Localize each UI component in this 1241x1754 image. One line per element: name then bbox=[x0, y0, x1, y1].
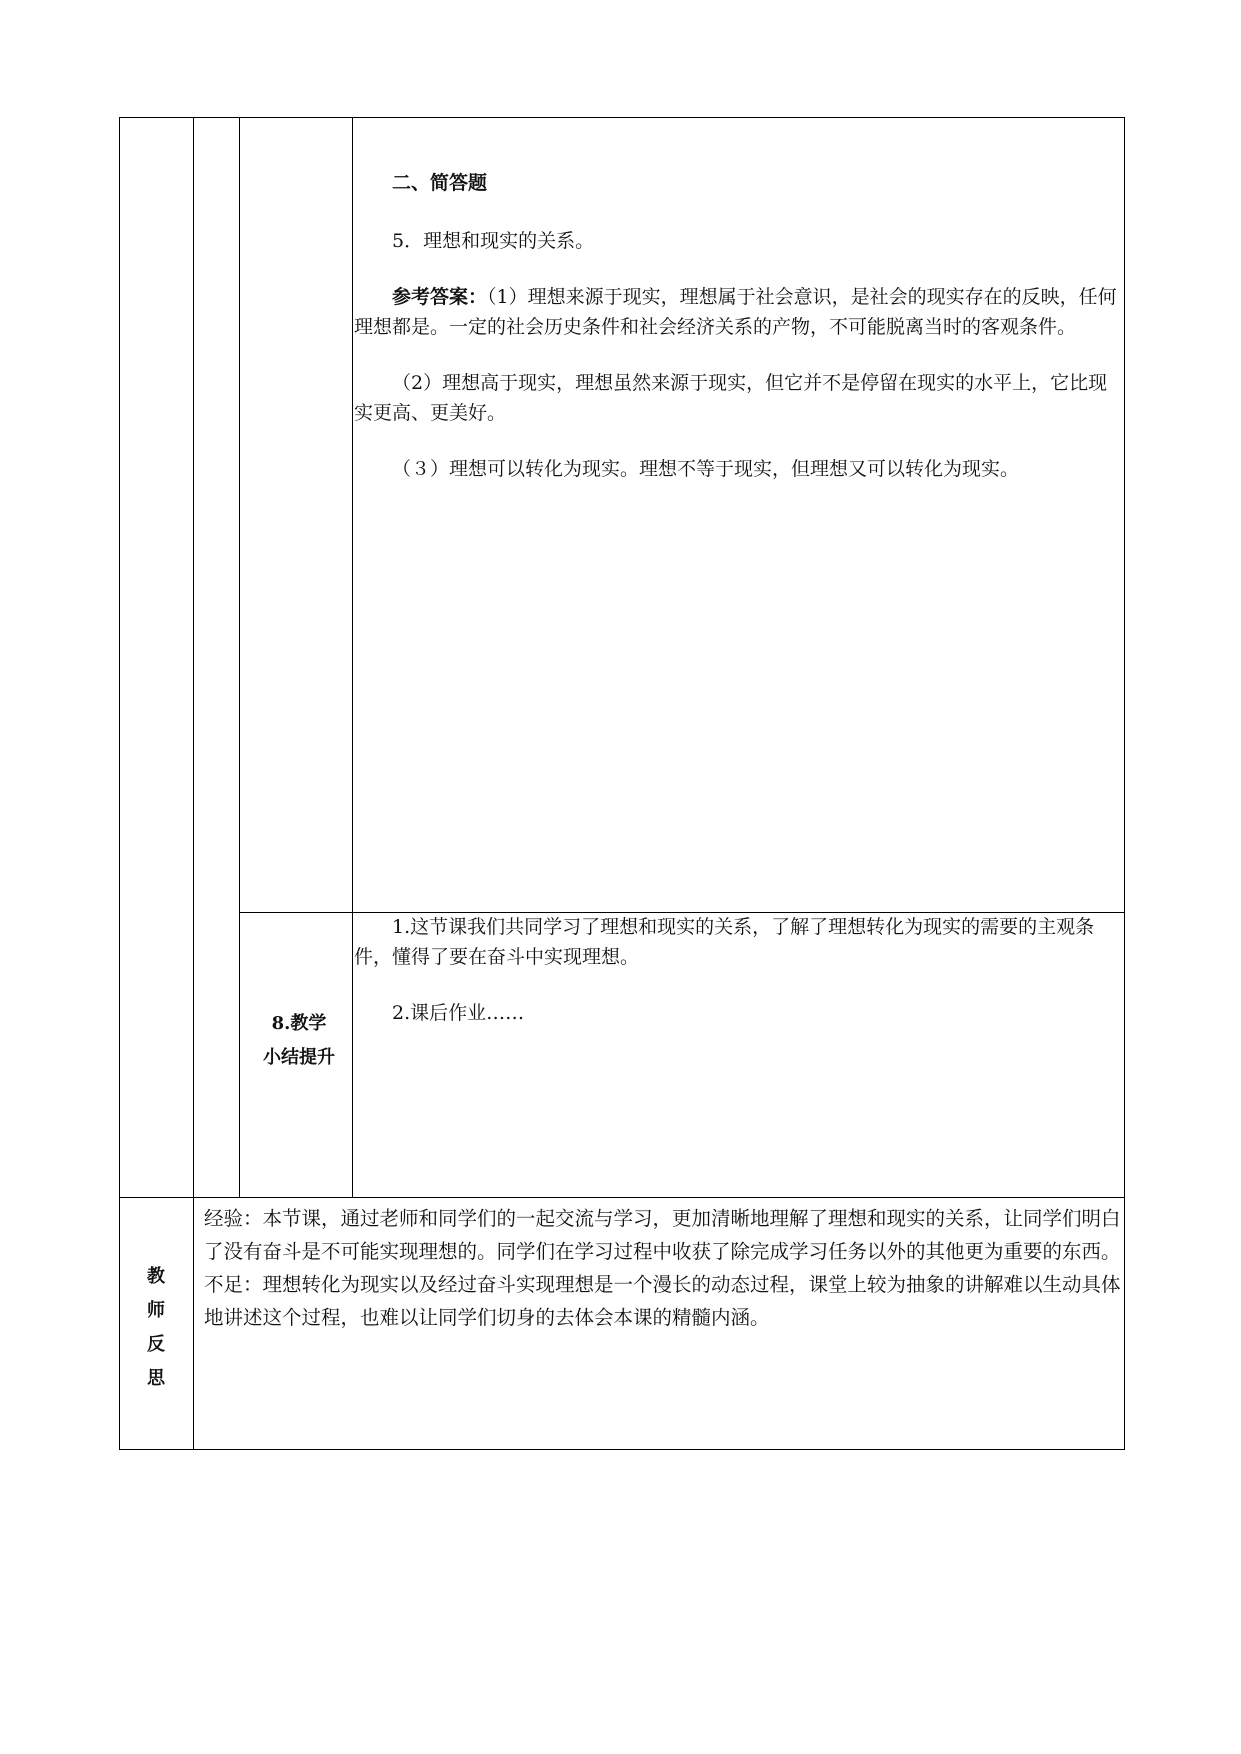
summary-item-2: 2.课后作业…… bbox=[392, 1002, 525, 1024]
table-top-border bbox=[119, 117, 1125, 118]
reflection-content bbox=[204, 1202, 1124, 1334]
summary-label bbox=[244, 1007, 354, 1075]
reflection-experience: 经验：本节课，通过老师和同学们的一起交流与学习，更加清晰地理解了理想和现实的关系，让同学们明白了没有奋斗是不可能实现理想的。同学们在学习过程中收获了除完成学习任务以外的其他更为重要的东西。 bbox=[204, 1207, 1121, 1263]
summary-item-1: 1.这节课我们共同学习了理想和现实的关系，了解了理想转化为现实的需要的主观条件，懂得了要在奋斗中实现理想。 bbox=[354, 916, 1095, 968]
column-divider-1 bbox=[193, 117, 194, 1450]
column-divider-2 bbox=[239, 117, 240, 1197]
answer-label: 参考答案： bbox=[392, 286, 488, 308]
reflection-label-char: 师 bbox=[147, 1300, 165, 1321]
table-bottom-border bbox=[119, 1449, 1125, 1450]
summary-label-line-1: 8.教学 bbox=[271, 1013, 327, 1034]
reflection-label-char: 思 bbox=[147, 1368, 165, 1389]
table-right-border bbox=[1124, 117, 1125, 1450]
question-text: 5．理想和现实的关系。 bbox=[392, 230, 595, 252]
short-answer-section bbox=[354, 168, 1122, 484]
reflection-label bbox=[120, 1260, 192, 1396]
answer-part-1: （1）理想来源于现实，理想属于社会意识，是社会的现实存在的反映，任何理想都是。一定的社会历史条件和社会经济关系的产物，不可能脱离当时的客观条件。 bbox=[354, 286, 1117, 338]
summary-label-line-2: 小结提升 bbox=[263, 1047, 335, 1068]
reflection-shortcoming: 不足：理想转化为现实以及经过奋斗实现理想是一个漫长的动态过程，课堂上较为抽象的讲解难以生动具体地讲述这个过程，也难以让同学们切身的去体会本课的精髓内涵。 bbox=[204, 1273, 1121, 1329]
answer-part-2: （2）理想高于现实，理想虽然来源于现实，但它并不是停留在现实的水平上，它比现实更高、更美好。 bbox=[354, 372, 1108, 424]
summary-content bbox=[354, 912, 1122, 1028]
answer-part-3: （３）理想可以转化为现实。理想不等于现实，但理想又可以转化为现实。 bbox=[392, 458, 1020, 480]
answer-paragraph-1 bbox=[354, 282, 1122, 342]
reflection-label-char: 反 bbox=[147, 1334, 165, 1355]
table-left-border bbox=[119, 117, 120, 1450]
reflection-label-char: 教 bbox=[147, 1266, 165, 1287]
section-heading: 二、简答题 bbox=[392, 172, 488, 194]
row-divider-reflection bbox=[119, 1197, 1125, 1198]
